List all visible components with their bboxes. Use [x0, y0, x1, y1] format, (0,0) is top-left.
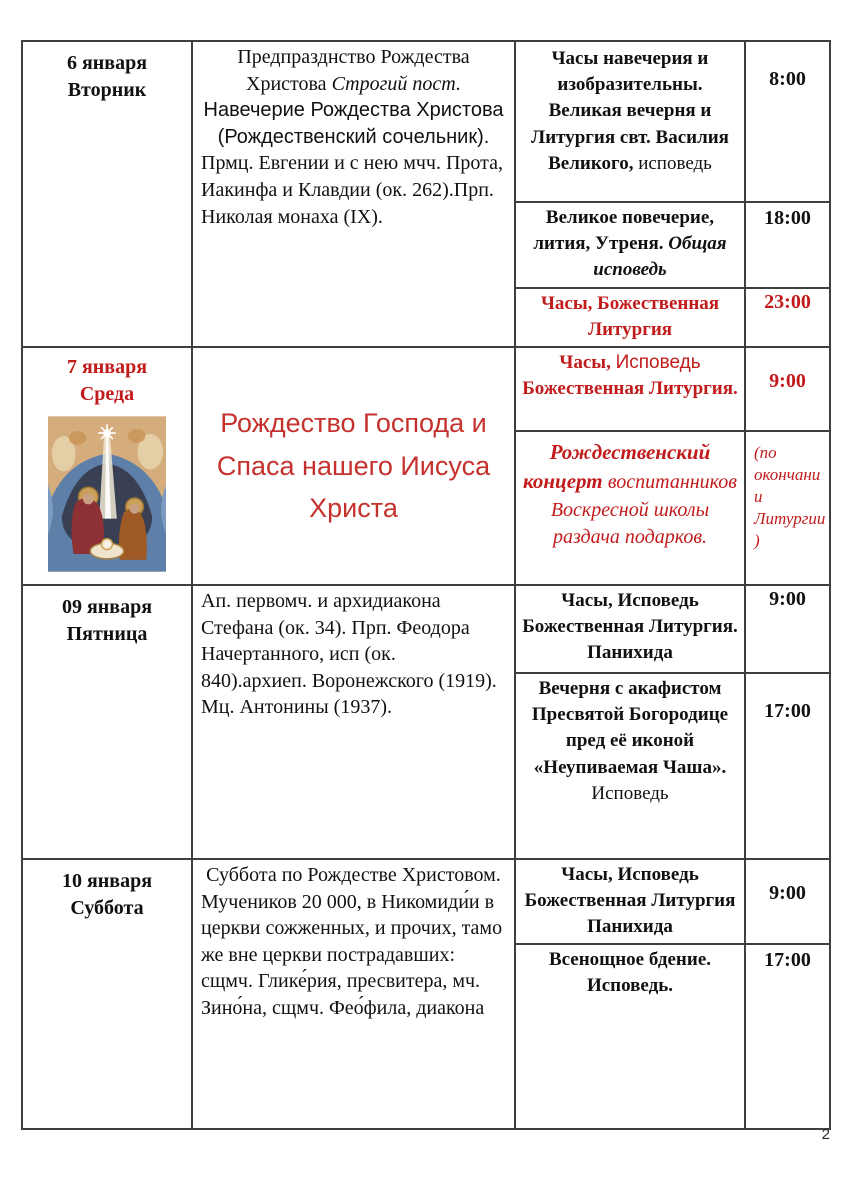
- time-cell: 9:00: [745, 347, 830, 431]
- time-cell: 8:00: [745, 41, 830, 202]
- confession-note: Исповедь: [591, 782, 669, 804]
- time-cell: 18:00: [745, 202, 830, 288]
- time-cell: 23:00: [745, 288, 830, 347]
- service-cell: [515, 41, 745, 202]
- schedule-table: [21, 40, 831, 1130]
- service-name: Часы,: [559, 352, 616, 373]
- service-name: Часы, Исповедь Божественная Литургия Панихида: [524, 864, 736, 938]
- date-weekday: Суббота: [70, 897, 144, 919]
- page-number: 2: [821, 1126, 830, 1143]
- table-row: [22, 347, 830, 431]
- service-name: Часы, Исповедь Божественная Литургия. Панихида: [522, 590, 738, 664]
- feast-description: Суббота по Рождестве Христовом.: [206, 864, 501, 886]
- date-cell-jan7: [22, 347, 192, 585]
- date-day: 10 января: [61, 870, 153, 892]
- service-cell: [515, 944, 745, 1129]
- time-cell: 17:00: [745, 944, 830, 1129]
- description-cell-jan9: [192, 585, 515, 859]
- saints-list: Ап. первомч. и архидиакона Стефана (ок. 34). Прп. Феодора Начертанного, исп (ок. 840).архиеп. Воронежского (1919). Мц. Антонины (1937).: [201, 590, 497, 719]
- table-row: [22, 41, 830, 202]
- nativity-icon: [48, 416, 166, 572]
- confession-note: Исповедь: [615, 352, 701, 373]
- description-cell-jan10: [192, 859, 515, 1129]
- eve-note: Навечерие Рождества Христова (Рождественский сочельник).: [203, 99, 504, 148]
- concert-cell: [515, 431, 745, 585]
- service-note: исповедь: [633, 152, 712, 174]
- date-cell-jan9: [22, 585, 192, 859]
- saints-list: Прмц. Евгении и с нею мчч. Прота, Иакинфа и Клавдии (ок. 262).Прп. Николая монаха (IX).: [201, 152, 504, 228]
- concert-title: Рождественский концерт: [523, 440, 711, 494]
- date-weekday: Вторник: [67, 79, 147, 101]
- description-text: Предпразднство Рождества Христова: [237, 46, 470, 95]
- time-cell: 9:00: [745, 585, 830, 673]
- confession-note: Общая исповедь: [593, 233, 727, 281]
- service-cell: [515, 859, 745, 944]
- service-name: Часы навечерия и изобразительны. Великая вечерня и Литургия свт. Василия Великого,: [531, 48, 729, 174]
- date-cell-jan10: [22, 859, 192, 1129]
- service-name: Божественная Литургия.: [522, 378, 738, 400]
- date-day: 6 января: [66, 52, 148, 74]
- saints-list: Мучеников 20 000, в Никомиди́и в церкви сожженных, и прочих, тамо же вне церкви пострадавших: сщмч. Глике́рия, пресвитера, мч. Зино́на, сщмч. Фео́фила, диакона: [201, 890, 503, 1019]
- service-name: Всенощное бдение. Исповедь.: [548, 948, 712, 996]
- date-cell-jan6: [22, 41, 192, 347]
- service-cell: [515, 673, 745, 859]
- time-cell: 17:00: [745, 673, 830, 859]
- time-note-cell: (по окончании Литургии): [745, 431, 830, 585]
- service-cell: [515, 202, 745, 288]
- table-row: [22, 585, 830, 673]
- date-weekday: Пятница: [66, 623, 148, 645]
- feast-title: Рождество Господа и Спаса нашего Иисуса Христа: [192, 347, 515, 585]
- fast-note: Строгий пост.: [331, 72, 461, 95]
- service-name: Великое повечерие, лития, Утреня.: [533, 207, 715, 255]
- date-weekday: Среда: [79, 383, 135, 405]
- date-day: 09 января: [61, 596, 153, 618]
- service-cell: [515, 585, 745, 673]
- service-cell: [515, 347, 745, 431]
- concert-details: воспитанников Воскресной школы раздача подарков.: [550, 471, 737, 549]
- service-cell: [515, 288, 745, 347]
- feast-description: [201, 44, 506, 150]
- service-name: Вечерня с акафистом Пресвятой Богородице пред её иконой «Неупиваемая Чаша».: [531, 678, 729, 778]
- time-cell: 9:00: [745, 859, 830, 944]
- description-cell-jan6: [192, 41, 515, 347]
- service-name: Часы, Божественная Литургия: [540, 293, 720, 341]
- table-row: [22, 859, 830, 944]
- date-day: 7 января: [66, 356, 148, 378]
